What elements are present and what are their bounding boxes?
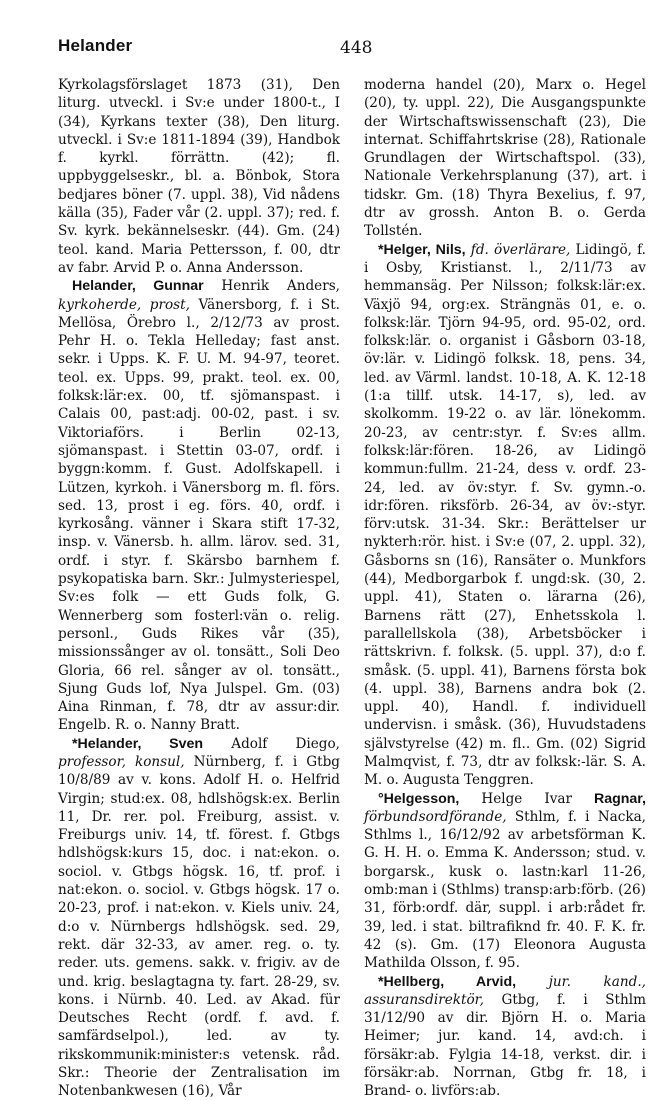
entry-title: kyrkoherde, prost, bbox=[58, 296, 190, 313]
entry-text: Lidingö, f. i Osby, Kristianst. l., 2/11/73 av hemmansäg. Per Nilsson; folksk:lär:ex. Växjö 94, org:ex. Strängnäs 01, e. o. folksk:lär. Tjörn 94-95, ord. 95-02, ord. folksk:lär. o. organist i Gåsborn 03-18, öv:lär. v. Lidingö folksk. 18, pens. 34, led. av Värml. landst. 10-18, A. K. 12-18 (1:a tillf. utsk. 14-17, s), led. av skolkomm. 19-22 o. av lär. lönekomm. 20-23, av centr:styr. f. Sv:es allm. folksk:lär:fören. 18-26, av Lidingö kommun:fullm. 21-24, dess v. ordf. 23-24, led. av öv:styr. f. Sv. gymn.-o. idr:fören. riksförb. 26-34, av öv:-styr. förv:utsk. 31-34. Skr.: Berättelser ur nykterh:rör. hist. i Sv:e (07, 2. uppl. 32), Gåsborns sn (16), Ransäter o. Munkfors (44), Medborgarbok f. ungd:sk. (30, 2. uppl. 41), Staten o. lärarna (26), Barnens rätt (27), Enhetsskola l. parallellskola (38), Arbetsböcker i rättskrivn. f. folksk. (5. uppl. 37), d:o f. småsk. (5. uppl. 41), Barnens första bok (4. uppl. 38), Barnens andra bok (2. uppl. 40), Handl. f. individuell undervisn. i småsk. (36), Huvudstadens självstyrelse (42) m. fl.. Gm. (02) Sigrid Malmqvist, f. 73, dtr av folksk:-lär. S. A. M. o. Augusta Tenggren. bbox=[364, 241, 646, 789]
entry-names bbox=[516, 974, 549, 990]
entry-headword: *Hellberg, Arvid, bbox=[378, 973, 517, 990]
entry-headword: °Helgesson, bbox=[378, 790, 460, 807]
entry-headword: *Helger, Nils, bbox=[378, 241, 466, 258]
entry-title: förbundsordförande, bbox=[364, 808, 507, 825]
entry-helgesson bbox=[364, 790, 646, 973]
entry-text: Kyrkolagsförslaget 1873 (31), Den liturg. utveckl. i Sv:e under 1800-t., I (34), Kyrkans texter (38), Den liturg. utveckl. i Sv:e 1811-1894 (39), Handbok f. kyrkl. förrättn. (42); fl. uppbyggelseskr., bl. a. Bönbok, Stora bedjares böner (7. uppl. 38), Vid nådens källa (35), Fader vår (2. uppl. 37); red. f. Sv. kyrk. bekännelseskr. (44). Gm. (24) teol. kand. Maria Pettersson, f. 00, dtr av fabr. Arvid P. o. Anna Andersson. bbox=[58, 77, 340, 276]
left-column bbox=[58, 76, 340, 1101]
page-number: 448 bbox=[340, 38, 373, 58]
entry-text: Vänersborg, f. i St. Mellösa, Örebro l., 2/12/73 av prost. Pehr H. o. Tekla Helleday; fast anst. sekr. i Upps. K. F. U. M. 94-97, teoret. teol. ex. Upps. 99, prakt. teol. ex. 00, folksk:lär:ex. 00, tf. sjömanspast. i Calais 00, past:adj. 00-02, past. i sv. Viktoriaförs. i Berlin 02-13, sjömanspast. i Stettin 03-07, ordf. i byggn:komm. f. Gust. Adolfskapell. i Lützen, kyrkoh. i Vänersborg m. fl. förs. sed. 13, prost i eg. förs. 40, ordf. i kyrkosång. vänner i Skara stift 17-32, insp. v. Vänersb. h. allm. lärov. sed. 31, ordf. i styr. f. Skärsbo barnhem f. psykopatiska barn. Skr.: Julmysteriespel, Sv:es folk — ett Guds folk, G. Wennerberg som fosterl:vän o. relig. personl., Guds Rikes vår (35), missionssånger av ol. tonsätt., Soli Deo Gloria, 66 rel. sånger av ol. tonsätt., Sjung Guds lof, Nya Julspel. Gm. (03) Aina Rinman, f. 78, dtr av assur:dir. Engelb. R. o. Nanny Bratt. bbox=[58, 296, 341, 734]
entry-title: jur. kand., assuransdirektör, bbox=[364, 973, 646, 1008]
entry-hellberg-arvid bbox=[364, 973, 646, 1101]
entry-text: moderna handel (20), Marx o. Hegel (20), ty. uppl. 22), Die Ausgangspunkte der Wirtschaftswissenschaft (23), Die internat. Schiffahrtskrise (28), Rationale Grundlagen der Wirtschaftspol. (33), Nationale Verkehrsplanung (37), art. i tidskr. Gm. (18) Thyra Bexelius, f. 97, dtr av grossh. Anton B. o. Gerda Tollstén. bbox=[364, 77, 646, 240]
entry-helander-sven bbox=[58, 735, 340, 1101]
entry-helander-gunnar bbox=[58, 277, 340, 734]
entry-continuation bbox=[58, 76, 340, 277]
entry-title: fd. överlärare, bbox=[470, 241, 571, 258]
entry-title: professor, konsul, bbox=[58, 753, 185, 770]
running-head: Helander bbox=[58, 36, 133, 55]
entry-helger-nils bbox=[364, 241, 646, 790]
entry-headword: *Helander, Sven bbox=[72, 735, 204, 752]
right-column bbox=[364, 76, 646, 1101]
entry-names: Adolf Diego, bbox=[203, 735, 340, 752]
entry-headword-secondary: Ragnar, bbox=[593, 790, 646, 807]
entry-text: Gtbg, f. i Sthlm 31/12/90 av dir. Björn H. o. Maria Heimer; jur. kand. 14, avd:ch. i försäkr:ab. Fylgia 14-18, verkst. dir. i försäkr:ab. Norrnan, Gtbg fr. 18, i Brand- o. livförs:ab. bbox=[364, 991, 646, 1100]
entry-names: Henrik Anders, bbox=[203, 278, 340, 295]
entry-continuation bbox=[364, 76, 646, 241]
entry-text: Nürnberg, f. i Gtbg 10/8/89 av v. kons. Adolf H. o. Helfrid Virgin; stud:ex. 08, hdlshögsk:ex. Berlin 11, Dr. rer. pol. Freiburg, assist. v. Freiburgs univ. 14, tf. förest. f. Gtbgs hdlshögsk:kurs 15, doc. i nat:ekon. o. sociol. v. Gtbgs högsk. 16, tf. prof. i nat:ekon. o. sociol. v. Gtbgs högsk. 17 o. 20-23, prof. i nat:ekon. v. Kiels univ. 24, d:o v. Nürnbergs hdlshögsk. sed. 29, rekt. där 32-33, av amer. reg. o. ty. reder. uts. gemens. sakk. v. frigiv. av de und. krig. beslagtagna ty. fart. 28-29, sv. kons. i Nürnb. 40. Led. av Akad. für Deutsches Recht (ordf. f. avd. f. samfärdselpol.), led. av ty. rikskommunik:minister:s vetensk. råd. Skr.: Theorie der Zentralisation im Notenbankwesen (16), Vår bbox=[58, 753, 340, 1100]
entry-headword: Helander, Gunnar bbox=[72, 278, 204, 295]
entry-names: Helge Ivar bbox=[459, 790, 594, 807]
entry-text: Sthlm, f. i Nacka, Sthlms l., 16/12/92 av arbetsförman K. G. H. H. o. Emma K. Andersson; stud. v. borgarsk., kusk o. lastn:karl 11-26, omb:man i (Sthlms) transp:arb:förb. (26) 31, förb:ordf. där, suppl. i arb:rådet fr. 39, led. i stat. biltrafiknd fr. 40. F. K. fr. 42 (s). Gm. (17) Eleonora Augusta Mathilda Olsson, f. 95. bbox=[364, 808, 646, 972]
